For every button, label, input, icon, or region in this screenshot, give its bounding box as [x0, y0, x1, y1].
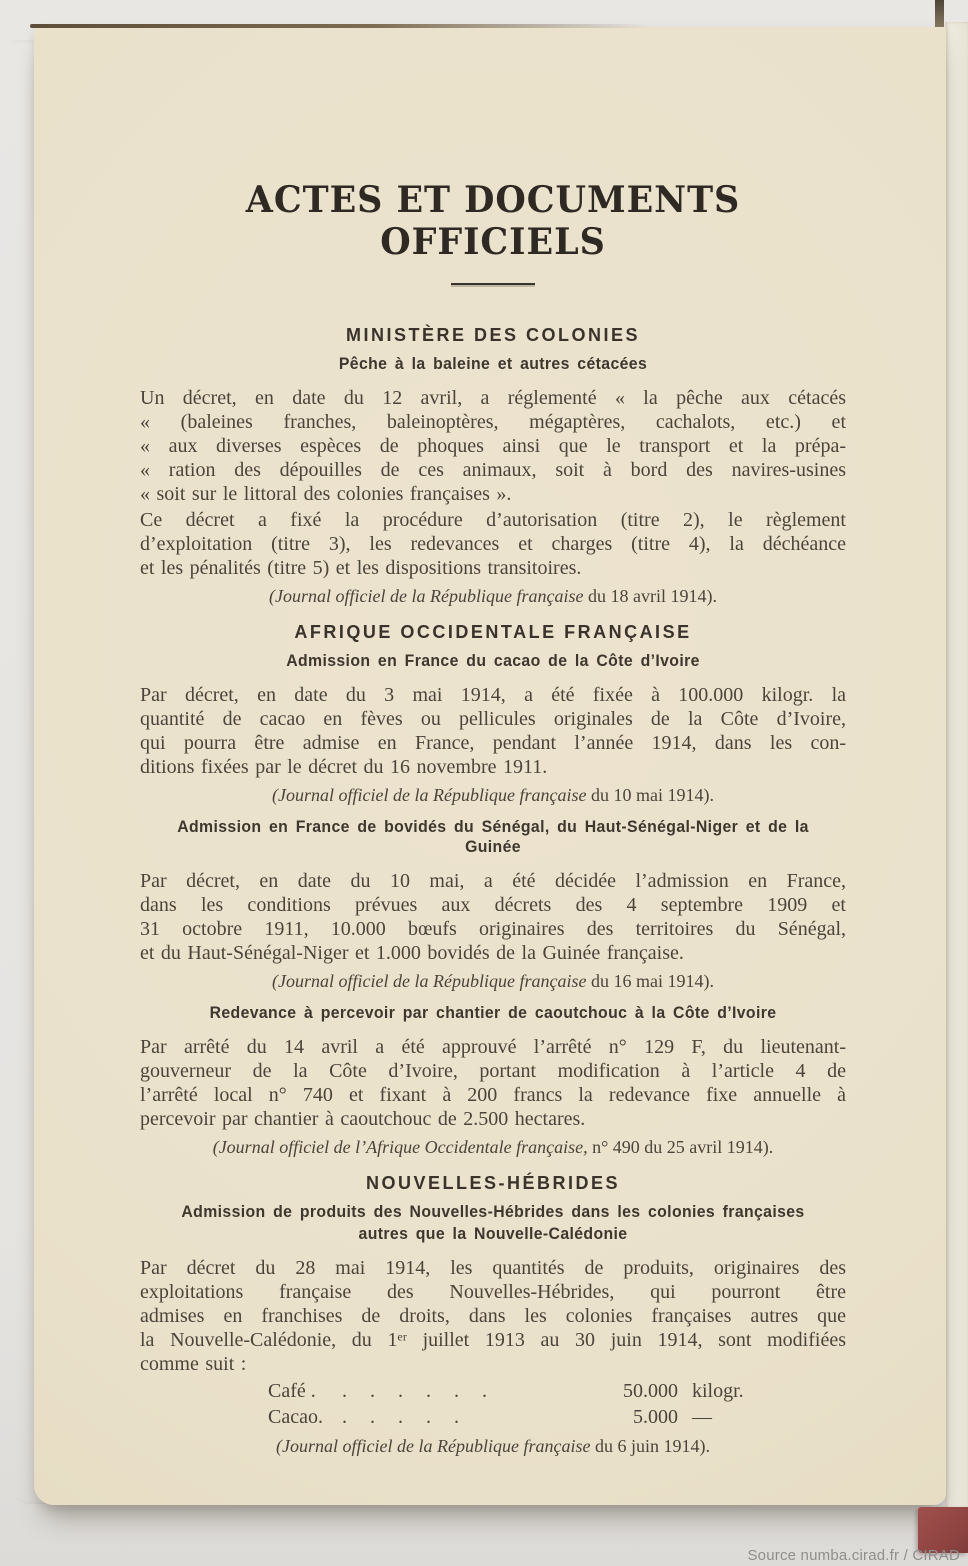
paragraph-line: « ration des dépouilles de ces animaux, soit à bord des navires-usines [140, 459, 846, 481]
paragraph-line: exploitations française des Nouvelles-Hébrides, qui pourront être [140, 1281, 846, 1303]
journal-citation [140, 1434, 846, 1458]
binding-notch [935, 0, 944, 30]
quota-value: 5.000 [633, 1406, 678, 1428]
paragraph [140, 869, 846, 965]
journal-citation [140, 584, 846, 608]
paragraph-line: et les pénalités (titre 5) et les dispositions transitoires. [140, 557, 582, 579]
citation-italic: (Journal officiel de la République française [272, 971, 587, 991]
paragraph [140, 683, 846, 779]
quota-unit: kilogr. [692, 1380, 744, 1402]
paragraph-line: d’exploitation (titre 3), les redevances et charges (titre 4), la déchéance [140, 533, 846, 555]
paragraph-line: percevoir par chantier à caoutchouc de 2.500 hectares. [140, 1108, 586, 1130]
paragraph-line: Par décret du 28 mai 1914, les quantités de produits, originaires des [140, 1257, 846, 1279]
dot-leader: . . . . . [342, 1406, 460, 1428]
quota-table [140, 1378, 846, 1430]
quota-row [268, 1378, 788, 1404]
paragraph [140, 1035, 846, 1131]
journal-citation [140, 969, 846, 993]
journal-citation [140, 783, 846, 807]
paragraph-line: « soit sur le littoral des colonies françaises ». [140, 483, 512, 505]
quota-unit: — [692, 1406, 712, 1428]
paragraph [140, 386, 846, 506]
book-page [34, 27, 946, 1505]
citation-italic: (Journal officiel de la République française [272, 785, 587, 805]
paragraph-line: quantité de cacao en fèves ou pellicules originales de la Côte d’Ivoire, [140, 708, 846, 730]
paragraph-line: « (baleines franches, baleinoptères, mégaptères, cachalots, etc.) et [140, 411, 846, 433]
paragraph [140, 508, 846, 580]
section-heading-ministere: MINISTÈRE DES COLONIES [345, 325, 641, 345]
page-content [34, 27, 946, 1458]
quota-label: Cacao. [268, 1406, 323, 1428]
book-fore-edge [945, 22, 968, 1548]
paragraph-line: Par décret, en date du 10 mai, a été décidée l’admission en France, [140, 870, 846, 892]
article-subheading-cacao: Admission en France du cacao de la Côte d’Ivoire [286, 651, 700, 670]
article-subheading-redevance: Redevance à percevoir par chantier de caoutchouc à la Côte d’Ivoire [209, 1003, 777, 1022]
paragraph-line: Un décret, en date du 12 avril, a réglementé « la pêche aux cétacés [140, 387, 846, 409]
section-heading-aof: AFRIQUE OCCIDENTALE FRANÇAISE [294, 622, 692, 642]
paragraph-line: admises en franchises de droits, dans les colonies françaises autres que [140, 1305, 846, 1327]
quota-row [268, 1404, 788, 1430]
citation-italic: (Journal officiel de la République française [269, 586, 584, 606]
paragraph-line: Par arrêté du 14 avril a été approuvé l’arrêté n° 129 F, du lieutenant- [140, 1036, 846, 1058]
paragraph-line: Ce décret a fixé la procédure d’autorisation (titre 2), le règlement [140, 509, 846, 531]
paragraph-line: qui pourra être admise en France, pendant l’année 1914, dans les con- [140, 732, 846, 754]
citation-rest: du 16 mai 1914). [586, 971, 714, 991]
quota-label: Café . [268, 1380, 316, 1402]
paragraph-line: et du Haut-Sénégal-Niger et 1.000 bovidés de la Guinée française. [140, 942, 684, 964]
citation-rest: du 10 mai 1914). [586, 785, 714, 805]
paragraph-line: dans les conditions prévues aux décrets des 4 septembre 1909 et [140, 894, 846, 916]
dot-leader: . . . . . . [342, 1380, 488, 1402]
quota-value: 50.000 [623, 1380, 678, 1402]
journal-citation [140, 1135, 846, 1159]
article-subheading-nh-line2: autres que la Nouvelle-Calédonie [358, 1224, 628, 1243]
paragraph-line: « aux diverses espèces de phoques ainsi que le transport et la prépa- [140, 435, 846, 457]
paragraph-line: ditions fixées par le décret du 16 novembre 1911. [140, 756, 548, 778]
page-title: ACTES ET DOCUMENTS OFFICIELS [245, 179, 741, 263]
article-subheading-nh-line1: Admission de produits des Nouvelles-Hébrides dans les colonies françaises [181, 1202, 805, 1221]
section-heading-nh: NOUVELLES-HÉBRIDES [365, 1173, 621, 1193]
paragraph-line: gouverneur de la Côte d’Ivoire, portant modification à l’article 4 de [140, 1060, 846, 1082]
source-caption: Source numba.cirad.fr / CIRAD [747, 1547, 960, 1564]
article-subheading-bovides: Admission en France de bovidés du Sénégal, du Haut-Sénégal-Niger et de la Guinée [177, 817, 809, 856]
citation-rest: n° 490 du 25 avril 1914). [587, 1137, 774, 1157]
citation-italic: (Journal officiel de la République française [276, 1436, 591, 1456]
title-divider [451, 283, 535, 285]
paragraph-line: Par décret, en date du 3 mai 1914, a été fixée à 100.000 kilogr. la [140, 684, 846, 706]
citation-rest: du 18 avril 1914). [583, 586, 717, 606]
citation-italic: (Journal officiel de l’Afrique Occidentale française, [212, 1137, 588, 1157]
paragraph-line: comme suit : [140, 1353, 247, 1375]
paragraph-line: l’arrêté local n° 740 et fixant à 200 francs la redevance fixe annuelle à [140, 1084, 846, 1106]
citation-rest: du 6 juin 1914). [590, 1436, 710, 1456]
paragraph-line: la Nouvelle-Calédonie, du 1ᵉʳ juillet 1913 au 30 juin 1914, sont modifiées [140, 1329, 846, 1351]
article-subheading-peche: Pêche à la baleine et autres cétacées [338, 354, 648, 373]
paragraph-line: 31 octobre 1911, 10.000 bœufs originaires des territoires du Sénégal, [140, 918, 846, 940]
paragraph [140, 1256, 846, 1376]
